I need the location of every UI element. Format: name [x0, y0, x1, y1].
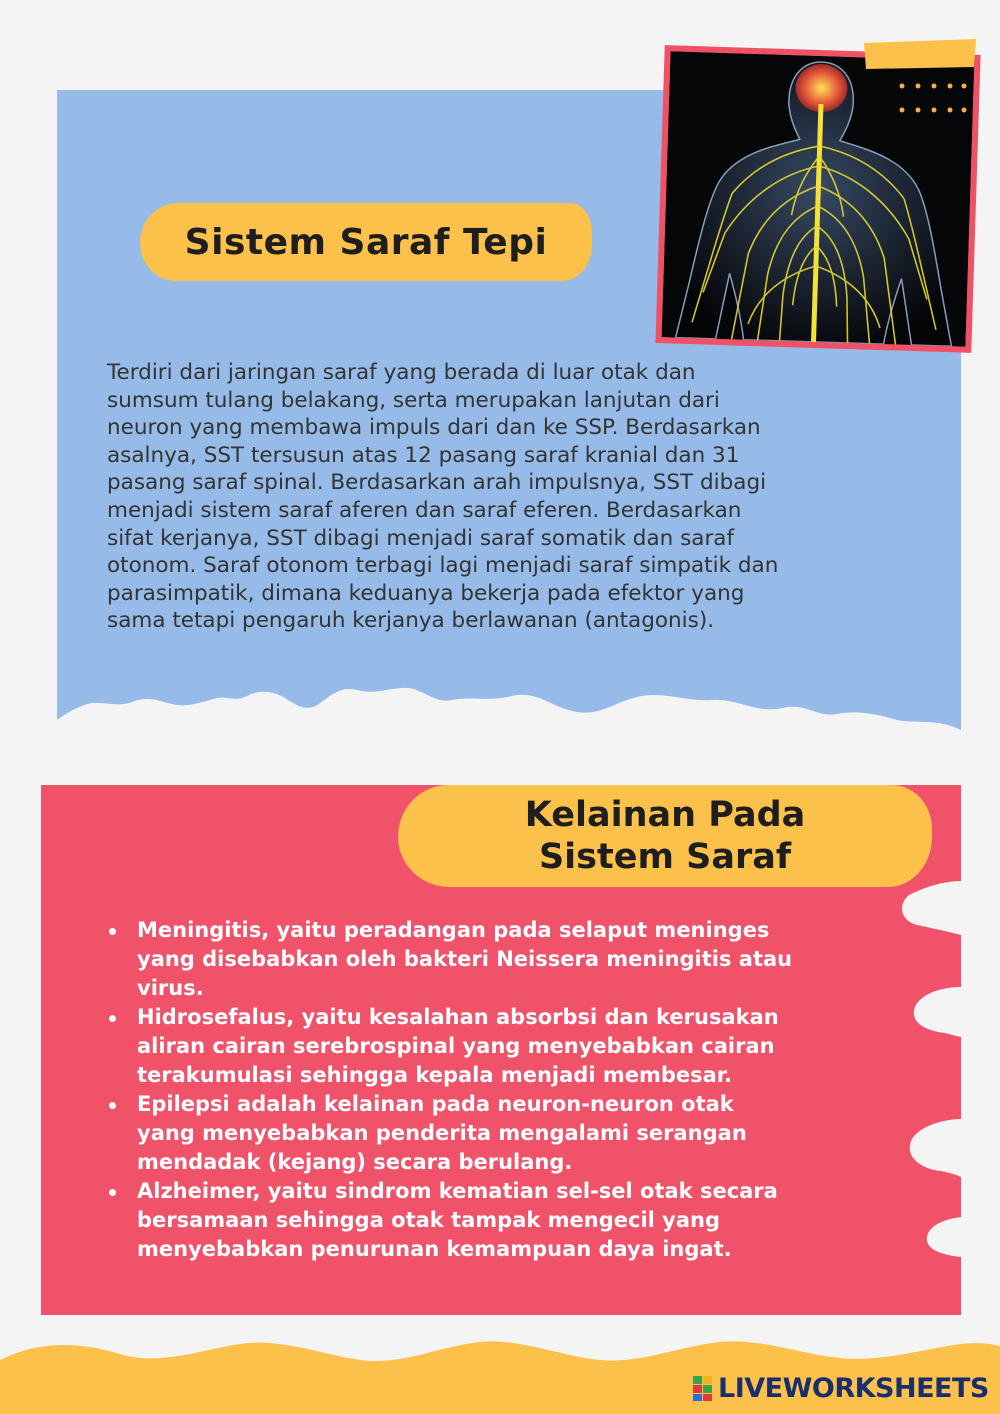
list-item-meningitis: [107, 916, 867, 1003]
list-item-line: Meningitis, yaitu peradangan pada selaput meninges: [137, 918, 770, 942]
list-item-line: yang disebabkan oleh bakteri Neissera meningitis atau: [137, 947, 793, 971]
list-item-line: bersamaan sehingga otak tampak mengecil yang: [137, 1208, 721, 1232]
list-item-line: aliran cairan serebrospinal yang menyebabkan cairan: [137, 1034, 775, 1058]
paragraph-line: sifat kerjanya, SST dibagi menjadi saraf somatik dan saraf: [107, 525, 735, 551]
list-item-line: mendadak (kejang) secara berulang.: [137, 1150, 573, 1174]
title-line: Kelainan Pada: [524, 795, 806, 835]
paragraph-line: menjadi sistem saraf aferen dan saraf eferen. Berdasarkan: [107, 497, 742, 523]
paragraph-line: sumsum tulang belakang, serta merupakan lanjutan dari: [107, 387, 720, 413]
list-item-line: Alzheimer, yaitu sindrom kematian sel-sel otak secara: [137, 1179, 778, 1203]
paragraph-line: otonom. Saraf otonom terbagi lagi menjadi saraf simpatik dan: [107, 553, 779, 579]
section-title-kelainan-sistem-saraf: [398, 785, 932, 887]
disorders-list: [107, 916, 867, 1264]
paragraph-line: sama tetapi pengaruh kerjanya berlawanan (antagonis).: [107, 608, 715, 634]
list-item-epilepsi: [107, 1090, 867, 1177]
title-line: Sistem Saraf: [538, 837, 792, 877]
liveworksheets-logo-icon: [692, 1374, 714, 1402]
section-title-sistem-saraf-tepi: Sistem Saraf Tepi: [184, 221, 548, 263]
dot-grid-decoration: [898, 82, 968, 118]
paragraph-line: neuron yang membawa impuls dari dan ke SSP. Berdasarkan: [107, 415, 761, 441]
paragraph-line: asalnya, SST tersusun atas 12 pasang saraf kranial dan 31: [107, 442, 740, 468]
list-item-line: terakumulasi sehingga kepala menjadi membesar.: [137, 1063, 733, 1087]
paragraph-line: parasimpatik, dimana keduanya bekerja pada efektor yang: [107, 580, 745, 606]
list-item-line: virus.: [137, 976, 204, 1000]
paragraph-line: pasang saraf spinal. Berdasarkan arah impulsnya, SST dibagi: [107, 470, 767, 496]
list-item-hidrosefalus: [107, 1003, 867, 1090]
list-item-line: Hidrosefalus, yaitu kesalahan absorbsi dan kerusakan: [137, 1005, 779, 1029]
paragraph-line: Terdiri dari jaringan saraf yang berada di luar otak dan: [107, 360, 696, 385]
brand-name: LIVEWORKSHEETS: [718, 1372, 989, 1404]
tape-decoration: [862, 37, 978, 71]
brand-watermark: [692, 1373, 989, 1403]
list-item-line: yang menyebabkan penderita mengalami serangan: [137, 1121, 747, 1145]
list-item-alzheimer: [107, 1177, 867, 1264]
list-item-line: menyebabkan penurunan kemampuan daya ingat.: [137, 1237, 732, 1261]
list-item-line: Epilepsi adalah kelainan pada neuron-neuron otak: [137, 1092, 734, 1116]
sistem-saraf-tepi-paragraph: [107, 359, 867, 635]
